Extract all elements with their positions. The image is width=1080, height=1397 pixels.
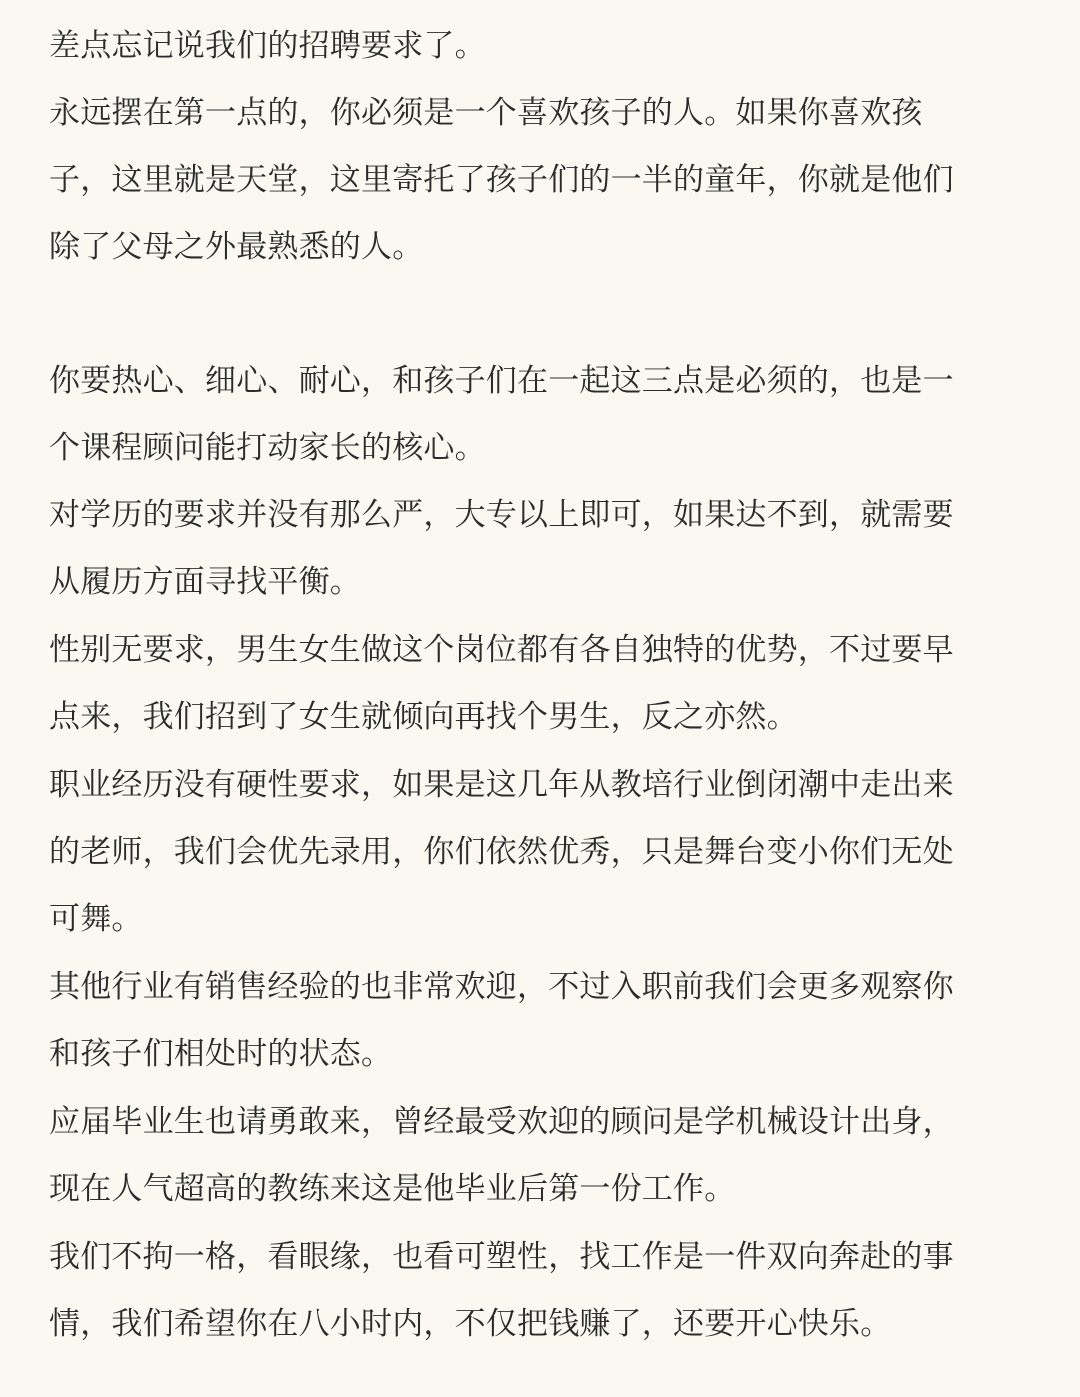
text-line: 应届毕业生也请勇敢来，曾经最受欢迎的顾问是学机械设计出身，: [49, 1104, 954, 1140]
text-line: 个课程顾问能打动家长的核心。: [49, 430, 486, 466]
text-line: 职业经历没有硬性要求，如果是这几年从教培行业倒闭潮中走出来: [49, 767, 954, 803]
text-line: 可舞。: [49, 901, 143, 937]
text-line: 其他行业有销售经验的也非常欢迎，不过入职前我们会更多观察你: [49, 969, 954, 1005]
text-line: 我们不拘一格，看眼缘，也看可塑性，找工作是一件双向奔赴的事: [49, 1239, 954, 1275]
text-line: 差点忘记说我们的招聘要求了。: [49, 28, 486, 64]
text-line: 除了父母之外最熟悉的人。: [49, 229, 424, 265]
text-line: 的老师，我们会优先录用，你们依然优秀，只是舞台变小你们无处: [49, 834, 954, 870]
text-line: 情，我们希望你在八小时内，不仅把钱赚了，还要开心快乐。: [49, 1306, 892, 1342]
text-line: 从履历方面寻找平衡。: [49, 564, 361, 600]
text-line: 你要热心、细心、耐心，和孩子们在一起这三点是必须的，也是一: [49, 363, 954, 399]
text-line: 永远摆在第一点的，你必须是一个喜欢孩子的人。如果你喜欢孩: [49, 95, 923, 131]
text-line: 现在人气超高的教练来这是他毕业后第一份工作。: [49, 1171, 736, 1207]
text-line: 对学历的要求并没有那么严，大专以上即可，如果达不到，就需要: [49, 497, 954, 533]
text-line: 性别无要求，男生女生做这个岗位都有各自独特的优势，不过要早: [49, 632, 954, 668]
text-line: 子，这里就是天堂，这里寄托了孩子们的一半的童年，你就是他们: [49, 162, 954, 198]
text-line: 和孩子们相处时的状态。: [49, 1036, 393, 1072]
text-line: 点来，我们招到了女生就倾向再找个男生，反之亦然。: [49, 699, 798, 735]
